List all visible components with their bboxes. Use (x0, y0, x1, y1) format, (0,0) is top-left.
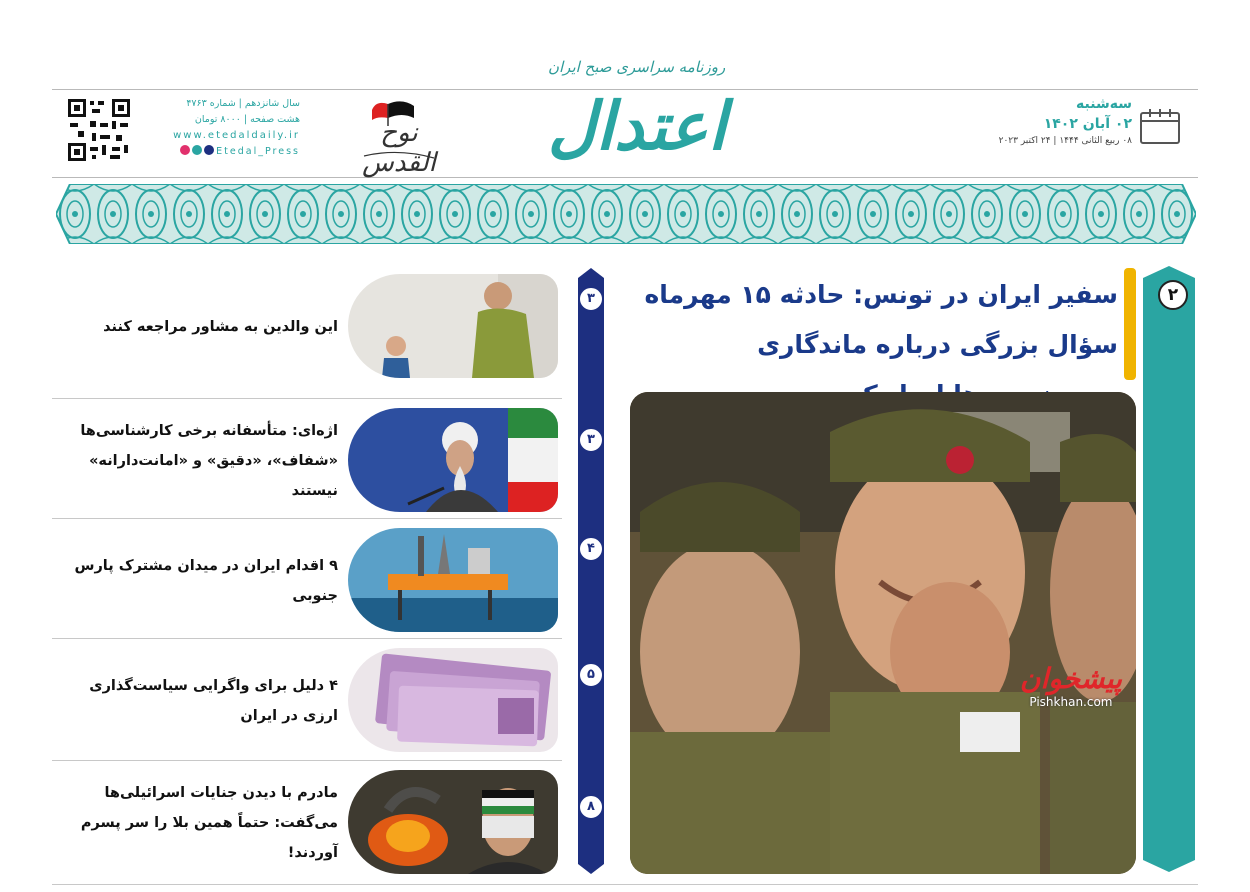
story-divider (52, 638, 562, 639)
story-divider (52, 398, 562, 399)
story-title: اژه‌ای: متأسفانه برخی کارشناسی‌ها «شفاف»، «دقیق» و «امانت‌دارانه» نیستند (80, 423, 338, 499)
newspaper-slogan: روزنامه سراسری صبح ایران (548, 58, 726, 76)
parent-child-image (348, 274, 558, 378)
twitter-icon (204, 145, 214, 155)
story-title: مادرم با دیدن جنایات اسرائیلی‌ها می‌گفت: حتماً همین بلا را سر پسرم آوردند! (80, 785, 338, 861)
qr-code-icon (66, 97, 132, 163)
story-thumbnail (348, 648, 558, 752)
issue-number: سال شانزدهم | شماره ۴۷۶۳ (186, 98, 300, 109)
story-card[interactable] (52, 522, 558, 642)
story-thumbnail (348, 274, 558, 378)
index-page-number: ۳ (578, 427, 604, 453)
index-page-number: ۵ (578, 662, 604, 688)
story-title: این والدین به مشاور مراجعه کنند (103, 319, 338, 335)
story-card[interactable] (52, 642, 558, 762)
masthead-bottom-rule (52, 177, 1198, 178)
story-thumbnail (348, 408, 558, 512)
instagram-icon (180, 145, 190, 155)
oil-platform-image (348, 528, 558, 632)
story-thumbnail (348, 770, 558, 874)
lead-photo[interactable] (630, 392, 1136, 874)
euro-banknotes-image (348, 648, 558, 752)
crying-soldiers-image (630, 392, 1136, 874)
hijri-gregorian-date: ۰۸ ربیع الثانی ۱۴۴۴ | ۲۴ اکتبر ۲۰۲۳ (998, 136, 1132, 146)
newspaper-logo: اعتدال (547, 87, 727, 165)
issue-price: هشت صفحه | ۸۰۰۰ تومان (194, 114, 300, 125)
quds-emblem-text: نوح القدس (362, 118, 436, 178)
lead-page-tab (1143, 266, 1195, 872)
protester-fire-image (348, 770, 558, 874)
page-bottom-rule (52, 884, 1198, 885)
index-page-number: ۴ (578, 536, 604, 562)
masthead (0, 0, 1250, 178)
lead-headline[interactable]: سفیر ایران در تونس: حادثه ۱۵ مهرماه سؤال بزرگی درباره ماندگاری (644, 280, 1118, 359)
pishkhan-watermark (1020, 662, 1122, 709)
story-card[interactable] (52, 402, 558, 522)
issue-info (140, 96, 300, 160)
story-title: ۹ اقدام ایران در میدان مشترک پارس جنوبی (74, 558, 338, 604)
story-card[interactable] (52, 268, 558, 388)
social-media[interactable] (140, 144, 300, 160)
calendar-icon (1138, 106, 1182, 146)
story-title: ۴ دلیل برای واگرایی سیاست‌گذاری ارزی در ایران (89, 678, 338, 724)
lead-page-number: ۲ (1158, 280, 1188, 310)
story-divider (52, 518, 562, 519)
date-block (999, 96, 1132, 146)
headline-accent-bar (1124, 268, 1136, 380)
story-thumbnail (348, 528, 558, 632)
website-link[interactable]: www.etedaldaily.ir (173, 130, 300, 141)
watermark-persian: پیشخوان (1019, 662, 1122, 695)
quds-emblem (358, 96, 440, 178)
watermark-latin: Pishkhan.com (1029, 695, 1113, 709)
persian-date: ۰۲ آبان ۱۴۰۲ (1043, 116, 1132, 132)
index-page-number: ۳ (578, 286, 604, 312)
decorative-ornament-band (56, 184, 1196, 244)
index-page-number: ۸ (578, 794, 604, 820)
story-divider (52, 760, 562, 761)
telegram-icon (192, 145, 202, 155)
weekday: سه‌شنبه (1076, 96, 1132, 112)
index-strip (578, 268, 604, 874)
story-card[interactable] (52, 764, 558, 884)
cleric-speaking-image (348, 408, 558, 512)
social-handle: Etedal_Press (216, 146, 300, 157)
